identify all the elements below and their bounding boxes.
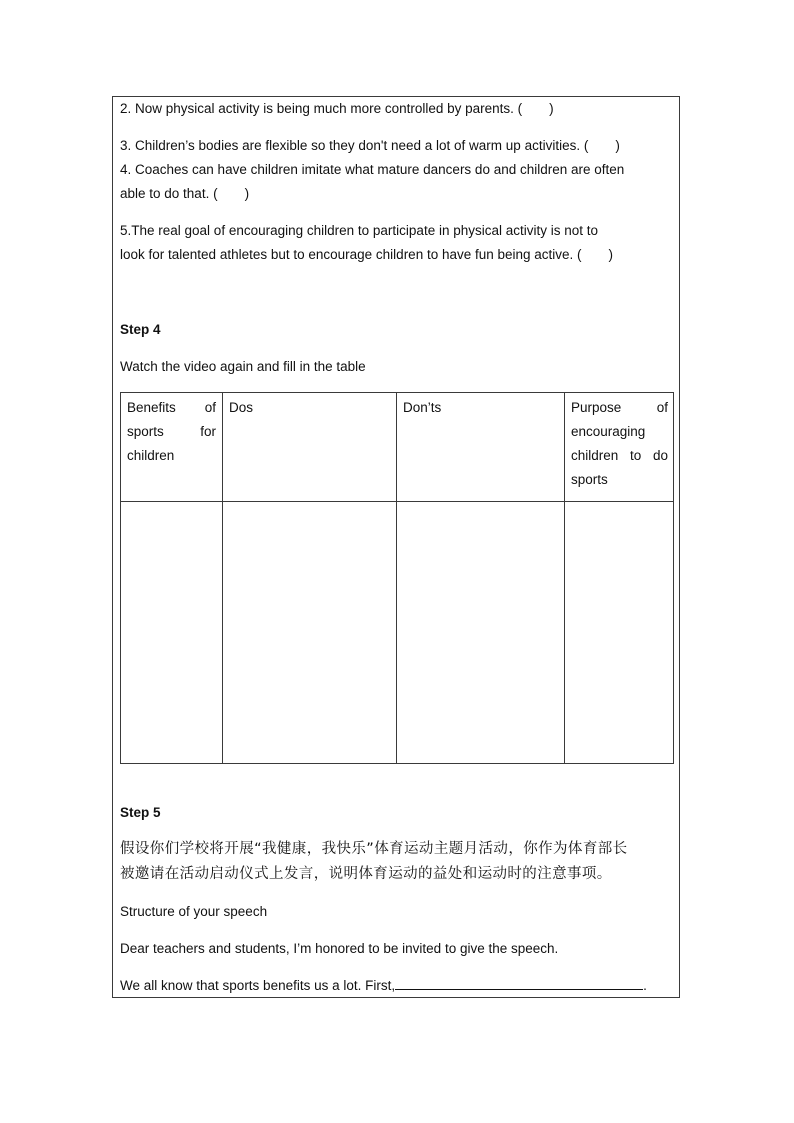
- speech-greeting: Dear teachers and students, I’m honored to be invited to give the speech.: [120, 941, 559, 956]
- step-4-heading: Step 4: [120, 322, 161, 337]
- speech-structure-label: Structure of your speech: [120, 904, 268, 919]
- table-header-benefits: Benefits of sports for children: [127, 400, 216, 463]
- table-cell-benefits[interactable]: [121, 502, 222, 764]
- first-point-suffix: .: [643, 978, 647, 993]
- table-header-dos: Dos: [229, 400, 254, 415]
- question-5-line-1: 5.The real goal of encouraging children to participate in physical activity is not to: [120, 223, 599, 238]
- first-point-blank[interactable]: [395, 975, 643, 990]
- step-5-task-line-2: 被邀请在活动启动仪式上发言，说明体育运动的益处和运动时的注意事项。: [120, 866, 612, 882]
- question-5-line-2: look for talented athletes but to encourage children to have fun being active. ( ): [120, 247, 614, 262]
- speech-first-point: [120, 974, 675, 998]
- table-cell-dos[interactable]: [223, 502, 396, 764]
- question-2: 2. Now physical activity is being much more controlled by parents. ( ): [120, 101, 554, 116]
- table-cell-donts[interactable]: [397, 502, 564, 764]
- step-5-heading: Step 5: [120, 805, 161, 820]
- step-5-task-line-1: 假设你们学校将开展“我健康，我快乐”体育运动主题月活动，你作为体育部长: [120, 841, 628, 857]
- table-header-purpose: Purpose of encouraging children to do sports: [571, 400, 668, 487]
- question-4-line-2: able to do that. ( ): [120, 186, 250, 201]
- question-4-line-1: 4. Coaches can have children imitate what mature dancers do and children are often: [120, 162, 625, 177]
- table-cell-purpose[interactable]: [565, 502, 673, 764]
- step-4-instruction: Watch the video again and fill in the table: [120, 359, 366, 374]
- table-header-donts: Don’ts: [403, 400, 442, 415]
- question-3: 3. Children’s bodies are flexible so they don't need a lot of warm up activities. ( ): [120, 138, 620, 153]
- first-point-prefix: We all know that sports benefits us a lot. First,: [120, 978, 396, 993]
- fill-in-table: [120, 392, 674, 764]
